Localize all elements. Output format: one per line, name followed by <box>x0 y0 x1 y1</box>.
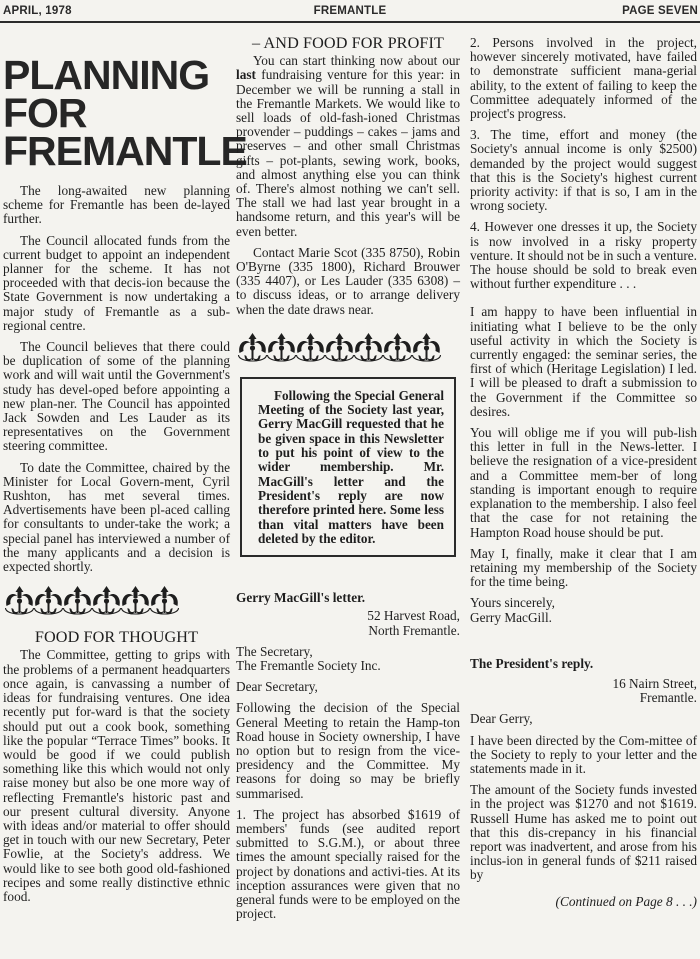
ornament-divider <box>236 331 460 365</box>
planning-paragraph: The long-awaited new planning scheme for Fremantle has been de-layed further. <box>3 183 230 227</box>
letter-paragraph: 1. The project has absorbed $1619 of members' funds (see audited report submitted to S.G.M.), or about three times the amount specially raised for the project by donations and activi-ties. At its inception assurances were given that no general funds were to be employed on the project. <box>236 806 460 922</box>
reply-address <box>470 677 697 705</box>
letter-paragraph: 2. Persons involved in the project, however sincerely motivated, have failed to demonstrate sufficient mana-gerial ability, to the extent of failing to keep the Committee adequately informed of the project's progress. <box>470 35 697 122</box>
ornament-motif <box>326 333 354 361</box>
ornament-motif <box>151 586 179 614</box>
ornament-motif <box>413 333 441 361</box>
letter-paragraph: May I, finally, make it clear that I am retaining my membership of the Society for the time being. <box>470 545 697 590</box>
letter-paragraph: 3. The time, effort and money (the Society's annual income is only $2500) demanded by the project would suggest that this is the Society's highest current priority activity: if that is so, I am in the wrong society. <box>470 127 697 214</box>
ornament-icon <box>236 331 460 365</box>
reply-paragraph: The amount of the Society funds invested in the project was $1270 and not $1619. Russell Hume has asked me to point out that this dis-crepancy in his financial report was inadvertent, and arose from his inclus-ion in general funds of $211 raised by <box>470 782 697 883</box>
reply-paragraph: I have been directed by the Com-mittee of the Society to reply to your letter and the statements made in it. <box>470 732 697 776</box>
ornament-motif <box>64 586 92 614</box>
ornament-motif <box>297 333 325 361</box>
letter-paragraph: 4. However one dresses it up, the Society is now involved in a risky property venture. It should not be in such a venture. The house should be sold to break even without further expenditure . . . <box>470 219 697 292</box>
ornament-divider <box>3 584 230 618</box>
ornament-motif <box>268 333 296 361</box>
food-profit-paragraph: You can start thinking now about our last fundraising venture for this year: in December we will be running a stall in the Fremantle Markets. We would like to sell loads of old-fash-ioned Christmas provender – puddings – cakes – jams and preserves – and other small Christmas gifts – pot-plants, sewing work, books, and almost anything else you can think of. There's almost nothing we can't sell. The stall we had last year brought in a handsome return, and this year's will be even better. <box>236 53 460 239</box>
emphasis-last: last <box>236 67 256 83</box>
headline-line-1: PLANNING <box>3 52 210 98</box>
reply-label: The President's reply. <box>470 655 594 671</box>
editor-note: Following the Special General Meeting of the Society last year, Gerry MacGill requested that he be given space in this Newsletter to put his point of view to the wider membership. Mr. MacGill's letter and the President's reply are now therefore printed here. Some less than vital matters have been deleted by the editor. <box>258 387 444 546</box>
address-line: 16 Nairn Street, <box>612 675 697 691</box>
recipient-line: The Secretary, <box>236 643 313 659</box>
ornament-motif <box>35 586 63 614</box>
ornament-motif <box>122 586 150 614</box>
address-line: North Fremantle. <box>368 622 460 638</box>
closing: Yours sincerely, <box>470 595 555 611</box>
address-line: Fremantle. <box>639 690 697 706</box>
ornament-motif <box>6 586 34 614</box>
column-2 <box>236 36 460 928</box>
food-profit-heading: – AND FOOD FOR PROFIT <box>252 34 444 52</box>
issue-date: APRIL, 1978 <box>3 5 72 17</box>
ornament-motif <box>355 333 383 361</box>
headline-line-2: FOR <box>3 90 87 136</box>
letter-paragraph: I am happy to have been influential in initiating what I believe to be the only useful activity in which the Society is currently engaged: the seminar series, the first of which (Heritage Legislation) I led. I will be pleased to draft a submission to the Government if the Committee so desires. <box>470 304 697 419</box>
column-3 <box>470 36 697 916</box>
header-rule <box>0 21 700 23</box>
sender-address <box>236 609 460 637</box>
page-header <box>0 0 700 22</box>
planning-paragraph: To date the Committee, chaired by the Minister for Local Govern-ment, Cyril Rushton, has met several times. Advertisements have been pl-aced calling for consultants to under-take the work; a special panel has interviewed a number of the many applicants and a decision is expected shortly. <box>3 459 230 575</box>
food-profit-contacts: Contact Marie Scot (335 8750), Robin O'Byrne (335 1800), Richard Brouwer (335 4407), or Les Lauder (335 6308) – to discuss ideas, or to arrange delivery when the date draws near. <box>236 244 460 317</box>
planning-paragraph: The Council allocated funds from the current budget to appoint an independent planner for the scheme. It has not proceeded with that decis-ion because the State Government is now undertaking a major study of Fremantle as a sub-regional centre. <box>3 232 230 333</box>
headline-line-3: FREMANTLE <box>3 128 247 174</box>
planning-paragraph: The Council believes that there could be duplication of some of the planning work and will wait until the Government's study has devel-oped before appointing a new plan-ner. The Council has appointed Jack Sowden and Les Lauder as its representatives on the Government steering committee. <box>3 339 230 454</box>
publication-name: FREMANTLE <box>313 5 387 17</box>
page-number: PAGE SEVEN <box>622 5 698 17</box>
letter-label: Gerry MacGill's letter. <box>236 590 366 606</box>
ornament-motif <box>384 333 412 361</box>
food-thought-heading: FOOD FOR THOUGHT <box>34 628 199 647</box>
recipient-line: The Fremantle Society Inc. <box>236 657 381 673</box>
reply-salutation: Dear Gerry, <box>470 711 533 727</box>
signature: Gerry MacGill. <box>470 609 552 625</box>
letter-paragraph: Following the decision of the Special General Meeting to retain the Hamp-ton Road house in Society ownership, I have no option but to resign from the vice-presidency and the Committee. My reasons for doing so may be briefly summarised. <box>236 700 460 801</box>
continued-note: (Continued on Page 8 . . .) <box>555 893 697 909</box>
salutation: Dear Secretary, <box>236 679 318 695</box>
ornament-icon <box>3 584 203 618</box>
ornament-motif <box>239 333 267 361</box>
address-line: 52 Harvest Road, <box>367 608 460 624</box>
ornament-motif <box>93 586 121 614</box>
editor-note-box <box>240 377 456 557</box>
food-thought-paragraph: The Committee, getting to grips with the problems of a permanent headquarters once again, is canvassing a number of ideas for fundraising ventures. One idea recently put for-ward is that the society should put out a cook book, something like the popular “Terrace Times” books. It would be good if we could publish something like this which would not only raise money but also be one more way of reflecting Fremantle's historic past and our present cultural diversity. Anyone with ideas and/or material to offer should get in touch with our new Secretary, Peter Fowlie, at the Society's address. We would like to see both good old-fashioned recipes and some really distinctive ethnic food. <box>3 647 230 904</box>
letter-closing <box>470 596 697 624</box>
recipient <box>236 645 460 673</box>
letter-paragraph: You will oblige me if you will pub-lish this letter in full in the News-letter. I believe the resignation of a vice-president and a Committee mem-ber of long standing is important enough to require explanation to the membership. I also feel that the case for not retaining the Hampton Road house should be put. <box>470 425 697 540</box>
